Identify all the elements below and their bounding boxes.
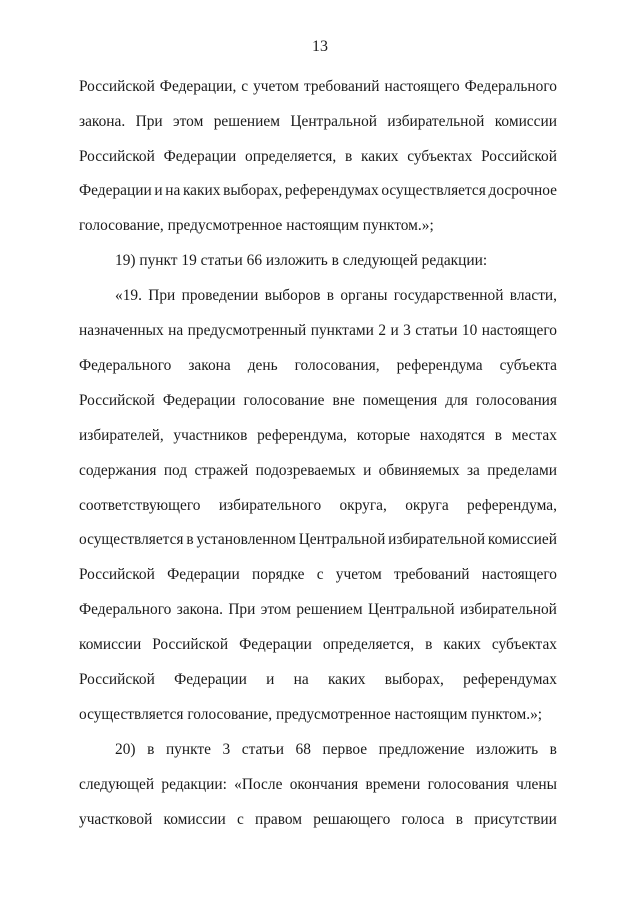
word: правом xyxy=(254,811,303,828)
word: в xyxy=(549,741,557,758)
word: При xyxy=(135,113,163,130)
text-line xyxy=(79,426,557,446)
word: решением xyxy=(296,601,363,618)
word: Российской xyxy=(79,566,155,583)
word: в xyxy=(147,741,155,758)
word: закона. xyxy=(176,601,223,618)
word: на xyxy=(165,182,181,199)
word: содержания xyxy=(79,462,157,479)
word: референдума xyxy=(396,357,483,374)
word: комиссии xyxy=(494,113,557,130)
word: и xyxy=(266,671,275,688)
word: избирательного xyxy=(218,497,322,514)
word: учетом xyxy=(335,566,382,583)
word: округа, xyxy=(339,497,387,514)
word: день xyxy=(247,357,278,374)
text-line xyxy=(79,635,557,655)
word: 3 xyxy=(403,322,411,339)
word: и xyxy=(390,322,399,339)
word: избирательной xyxy=(387,113,485,130)
word: с xyxy=(241,78,249,95)
word: каких xyxy=(361,148,399,165)
text-line: 19) пункт 19 статьи 66 изложить в следующей редакции: xyxy=(115,252,488,269)
word: следующей xyxy=(79,776,155,793)
word: в xyxy=(455,811,463,828)
word: Федерации, xyxy=(159,78,237,95)
text-line xyxy=(79,600,557,620)
word: Федерации xyxy=(79,182,152,199)
word: Федерации xyxy=(239,636,312,653)
word: настоящего xyxy=(384,78,460,95)
word: голосования xyxy=(475,392,557,409)
word: При xyxy=(148,287,176,304)
word: Федерации xyxy=(162,392,236,409)
word: определяется, xyxy=(322,636,415,653)
word: выборов xyxy=(264,287,321,304)
word: с xyxy=(316,566,324,583)
word: требований xyxy=(393,566,470,583)
word: комиссией xyxy=(487,531,557,548)
word: голосования, xyxy=(294,357,380,374)
word: в xyxy=(344,148,353,165)
word: Федерального xyxy=(464,78,557,95)
word: 3 xyxy=(222,741,231,758)
word: государственной xyxy=(393,287,504,304)
text-line xyxy=(79,112,557,132)
word: статьи xyxy=(241,741,284,758)
word: каких xyxy=(327,671,366,688)
word: 20) xyxy=(115,741,136,758)
word: статьи xyxy=(415,322,458,339)
word: Российской xyxy=(481,148,557,165)
word: под xyxy=(163,462,188,479)
word: установленном xyxy=(196,531,296,548)
word: власти, xyxy=(509,287,557,304)
word: осуществляется xyxy=(79,531,184,548)
word: настоящего xyxy=(481,322,557,339)
word: субъектах xyxy=(491,636,557,653)
word: этом xyxy=(173,113,204,130)
word: первое xyxy=(322,741,368,758)
text-line xyxy=(79,181,557,201)
word: в xyxy=(494,427,502,444)
word: каких xyxy=(443,636,481,653)
word: досрочное xyxy=(488,182,557,199)
word: закона xyxy=(188,357,231,374)
word: 10 xyxy=(461,322,478,339)
word: времени xyxy=(365,776,421,793)
word: в xyxy=(186,531,194,548)
word: соответствующего xyxy=(79,497,201,514)
word: референдума, xyxy=(467,497,557,514)
word: которые xyxy=(356,427,411,444)
word: избирательной xyxy=(459,601,557,618)
word: голосования xyxy=(427,776,509,793)
text-line xyxy=(79,810,557,830)
word: осуществляется xyxy=(381,182,486,199)
text-line xyxy=(115,740,557,760)
word: пункте xyxy=(165,741,211,758)
word: в xyxy=(425,636,433,653)
word: Федерации xyxy=(174,671,247,688)
word: и xyxy=(154,182,163,199)
word: редакции: xyxy=(161,776,227,793)
word: Российской xyxy=(79,671,155,688)
word: органы xyxy=(340,287,388,304)
word: Российской xyxy=(79,78,155,95)
text-line xyxy=(79,565,557,585)
word: предусмотренный xyxy=(187,322,307,339)
word: референдума, xyxy=(257,427,348,444)
text-line xyxy=(79,356,557,376)
word: предложение xyxy=(378,741,465,758)
word: 68 xyxy=(295,741,311,758)
word: проведении xyxy=(181,287,259,304)
word: находятся xyxy=(419,427,485,444)
text-line xyxy=(79,391,557,411)
word: решающего xyxy=(313,811,391,828)
word: требований xyxy=(303,78,380,95)
word: порядке xyxy=(252,566,305,583)
word: При xyxy=(228,601,256,618)
word: вне xyxy=(332,392,355,409)
word: Российской xyxy=(79,392,155,409)
text-line xyxy=(79,496,557,516)
word: в xyxy=(326,287,335,304)
word: изложить xyxy=(476,741,539,758)
word: назначенных xyxy=(79,322,164,339)
word: Российской xyxy=(152,636,229,653)
word: присутствии xyxy=(474,811,557,828)
word: за xyxy=(466,462,480,479)
word: «После xyxy=(234,776,283,793)
text-line xyxy=(79,530,557,550)
word: Центральной xyxy=(298,531,386,548)
word: стражей xyxy=(194,462,249,479)
word: на xyxy=(168,322,184,339)
word: и xyxy=(363,462,372,479)
word: голоса xyxy=(401,811,445,828)
word: этом xyxy=(260,601,291,618)
word: окончания xyxy=(289,776,359,793)
word: участковой xyxy=(79,811,153,828)
word: члены xyxy=(516,776,557,793)
text-line xyxy=(115,286,557,306)
text-line xyxy=(79,77,557,97)
word: округа xyxy=(405,497,449,514)
word: Федерации xyxy=(163,148,237,165)
word: Российской xyxy=(79,148,155,165)
text-line xyxy=(79,670,557,690)
word: избирателей, xyxy=(79,427,164,444)
word: решением xyxy=(213,113,280,130)
text-line: голосование, предусмотренное настоящим пунктом.»; xyxy=(79,217,434,234)
text-line xyxy=(79,321,557,341)
word: референдумах xyxy=(284,182,379,199)
word: пунктами xyxy=(310,322,374,339)
word: с xyxy=(236,811,244,828)
word: Федерации xyxy=(167,566,240,583)
word: референдумах xyxy=(463,671,557,688)
word: Центральной xyxy=(290,113,378,130)
page-number: 13 xyxy=(312,38,328,55)
word: помещения xyxy=(362,392,438,409)
word: настоящего xyxy=(481,566,557,583)
word: «19. xyxy=(115,287,142,304)
word: Федерального xyxy=(79,357,172,374)
word: субъекта xyxy=(499,357,557,374)
word: учетом xyxy=(253,78,299,95)
word: на xyxy=(293,671,309,688)
word: участников xyxy=(173,427,248,444)
word: местах xyxy=(511,427,557,444)
word: Центральной xyxy=(367,601,455,618)
word: 2 xyxy=(378,322,387,339)
word: избирательной xyxy=(388,531,486,548)
word: выборах, xyxy=(223,182,283,199)
word: для xyxy=(445,392,468,409)
text-line xyxy=(79,147,557,167)
word: субъектах xyxy=(407,148,473,165)
word: подозреваемых xyxy=(255,462,356,479)
word: закона. xyxy=(79,113,126,130)
word: комиссии xyxy=(79,636,142,653)
text-line: осуществляется голосование, предусмотренное настоящим пунктом.»; xyxy=(79,706,543,723)
word: голосование xyxy=(243,392,325,409)
text-line xyxy=(79,461,557,481)
word: пределами xyxy=(487,462,557,479)
text-line xyxy=(79,775,557,795)
word: комиссии xyxy=(163,811,226,828)
word: определяется, xyxy=(245,148,337,165)
word: обвиняемых xyxy=(378,462,460,479)
word: выборах, xyxy=(384,671,444,688)
word: Федерального xyxy=(79,601,172,618)
word: каких xyxy=(182,182,221,199)
